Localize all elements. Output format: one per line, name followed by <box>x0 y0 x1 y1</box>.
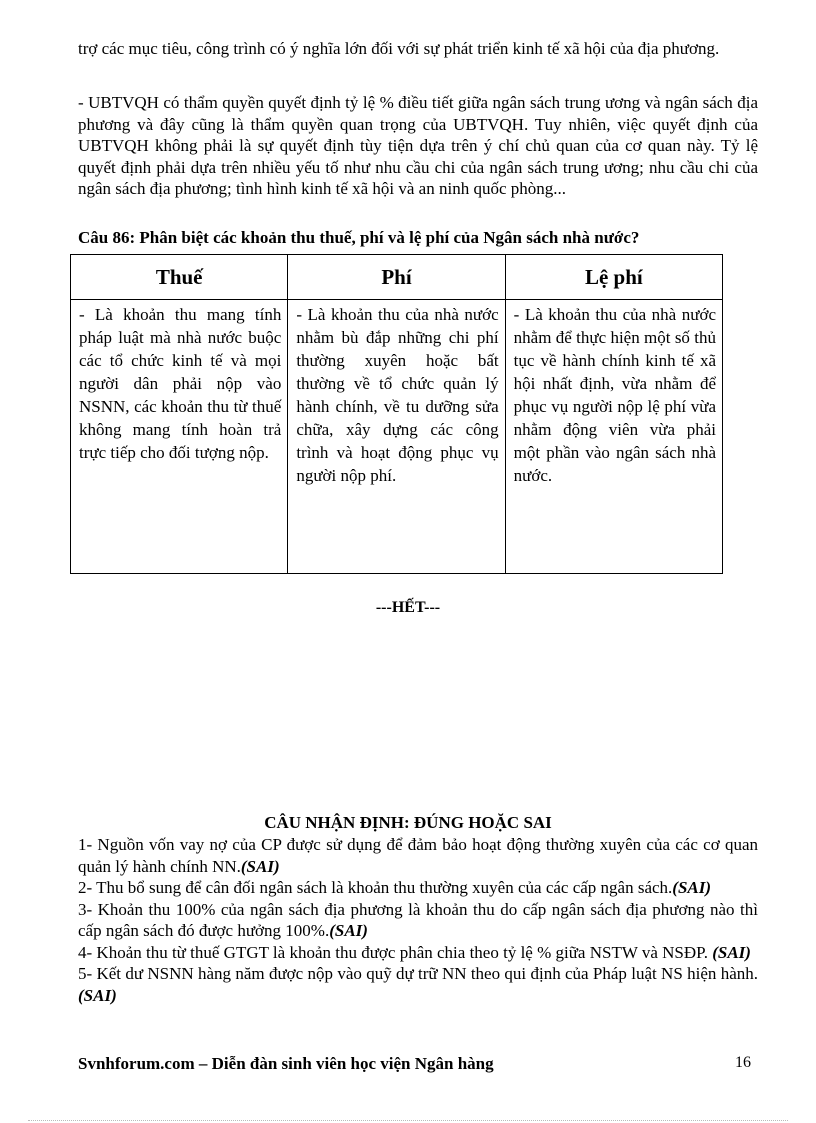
statement-answer: (SAI) <box>78 985 117 1005</box>
list-item <box>78 834 758 877</box>
header-thue: Thuế <box>71 255 288 300</box>
statement-text: 4- Khoản thu từ thuế GTGT là khoản thu được phân chia theo tỷ lệ % giữa NSTW và NSĐP. <box>78 942 713 962</box>
header-phi: Phí <box>288 255 505 300</box>
statement-text: 5- Kết dư NSNN hàng năm được nộp vào quỹ dự trữ NN theo qui định của Pháp luật NS hiện hành. <box>78 964 758 983</box>
question-title: Câu 86: Phân biệt các khoản thu thuế, phí và lệ phí của Ngân sách nhà nước? <box>78 228 640 247</box>
list-item <box>78 963 758 1006</box>
footer-site: Svnhforum.com – Diễn đàn sinh viên học viện Ngân hàng <box>78 1054 494 1073</box>
statement-text: 1- Nguồn vốn vay nợ của CP được sử dụng để đảm bảo hoạt động thường xuyên của các cơ quan quản lý hành chính NN. <box>78 835 758 876</box>
table-header-row <box>71 255 723 300</box>
statement-answer: (SAI) <box>672 878 712 897</box>
section-title: CÂU NHẬN ĐỊNH: ĐÚNG HOẶC SAI <box>264 813 552 832</box>
statement-text: 3- Khoản thu 100% của ngân sách địa phương là khoản thu do cấp ngân sách địa phương nào thì cấp ngân sách đó được hưởng 100%. <box>78 899 758 940</box>
page-edge-divider <box>28 1120 788 1121</box>
statement-text: 2- Thu bổ sung để cân đối ngân sách là khoản thu thường xuyên của các cấp ngân sách. <box>78 878 673 897</box>
statement-answer: (SAI) <box>329 921 368 940</box>
statement-list <box>78 834 758 1006</box>
list-item <box>78 877 758 899</box>
table-row <box>71 300 723 574</box>
cell-phi: - Là khoản thu của nhà nước nhằm bù đắp những chi phí thường xuyên hoặc bất thường về tổ chức quản lý hành chính, về tu dưỡng sửa chữa, xây dựng các công trình và hoạt động phục vụ người nộp phí. <box>288 300 505 574</box>
header-le-phi: Lệ phí <box>505 255 722 300</box>
intro-paragraph-1: trợ các mục tiêu, công trình có ý nghĩa lớn đối với sự phát triển kinh tế xã hội của địa phương. <box>78 39 720 58</box>
end-marker: ---HẾT--- <box>375 599 441 616</box>
statement-answer: (SAI) <box>712 942 751 962</box>
list-item <box>78 942 758 964</box>
cell-thue: - Là khoản thu mang tính pháp luật mà nhà nước buộc các tổ chức kinh tế và mọi người dân phải nộp vào NSNN, các khoản thu từ thuế không mang tính hoàn trả trực tiếp cho đối tượng nộp. <box>71 300 288 574</box>
comparison-table <box>70 254 723 574</box>
list-item <box>78 899 758 942</box>
page-number: 16 <box>735 1054 751 1071</box>
cell-le-phi: - Là khoản thu của nhà nước nhằm để thực hiện một số thủ tục về hành chính kinh tế xã hội nhất định, vừa nhằm để phục vụ người nộp lệ phí vừa nhằm động viên vừa phải một phần vào ngân sách nhà nước. <box>505 300 722 574</box>
intro-paragraph-2: - UBTVQH có thẩm quyền quyết định tỷ lệ % điều tiết giữa ngân sách trung ương và ngân sách địa phương và đây cũng là thẩm quyền quan trọng của UBTVQH. Tuy nhiên, việc quyết định của UBTVQH không phải là sự quyết định tùy tiện dựa trên ý chí chủ quan của cơ quan này. Tỷ lệ quyết định phải dựa trên nhiều yếu tố như nhu cầu chi của ngân sách trung ương; nhu cầu chi của ngân sách địa phương; tình hình kinh tế xã hội và an ninh quốc phòng... <box>78 93 758 198</box>
statement-answer: (SAI) <box>240 856 280 876</box>
